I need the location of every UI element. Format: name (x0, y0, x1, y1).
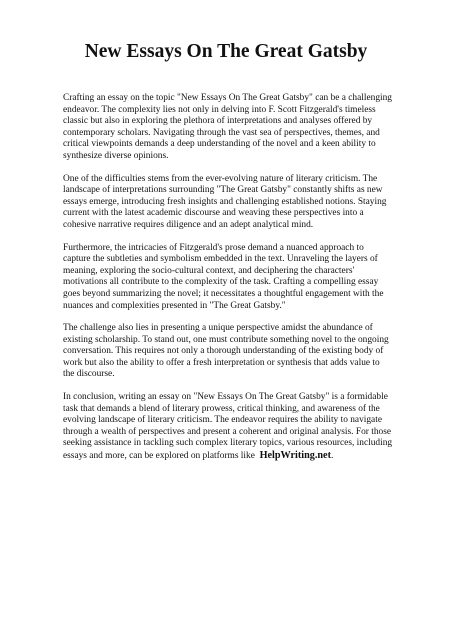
paragraph-1: Crafting an essay on the topic "New Essays On The Great Gatsby" can be a challenging endeavor. The complexity lies not only in delving into F. Scott Fitzgerald's timeless classic but also in exploring the plethora of interpretations and analyses offered by contemporary scholars. Navigating through the vast sea of perspectives, themes, and critical viewpoints demands a deep understanding of the novel and a keen ability to synthesize diverse opinions. (63, 93, 392, 161)
document-title: New Essays On The Great Gatsby (84, 41, 368, 62)
paragraph-5 (63, 392, 393, 463)
paragraph-4: The challenge also lies in presenting a unique perspective amidst the abundance of existing scholarship. To stand out, one must contribute something novel to the ongoing conversation. This requires not only a thorough understanding of the existing body of work but also the ability to offer a fresh interpretation or synthesis that adds value to the discourse. (63, 323, 389, 380)
helpwriting-link[interactable]: HelpWriting.net (259, 450, 331, 462)
paragraph-3: Furthermore, the intricacies of Fitzgerald's prose demand a nuanced approach to capture the subtleties and symbolism embedded in the text. Unraveling the layers of meaning, exploring the socio-cultural context, and deciphering the characters' motivations all contribute to the complexity of the task. Crafting a compelling essay goes beyond summarizing the novel; it necessitates a thoughtful engagement with the nuances and complexities presented in "The Great Gatsby." (63, 242, 384, 311)
paragraph-5-suffix: . (330, 451, 334, 462)
paragraph-2: One of the difficulties stems from the ever-evolving nature of literary criticism. The landscape of interpretations surrounding "The Great Gatsby" constantly shifts as new essays emerge, introducing fresh insights and challenging established notions. Staying current with the latest academic discourse and weaving these perspectives into a cohesive narrative requires diligence and an adept analytical mind. (63, 173, 387, 230)
document-body (63, 93, 393, 463)
paragraph-5-text: In conclusion, writing an essay on "New Essays On The Great Gatsby" is a formidable task that demands a blend of literary prowess, critical thinking, and awareness of the evolving landscape of literary criticism. The endeavor requires the ability to navigate through a wealth of perspectives and present a coherent and original analysis. For those seeking assistance in tackling such complex literary topics, various resources, including essays and more, can be explored on platforms like (63, 392, 393, 462)
